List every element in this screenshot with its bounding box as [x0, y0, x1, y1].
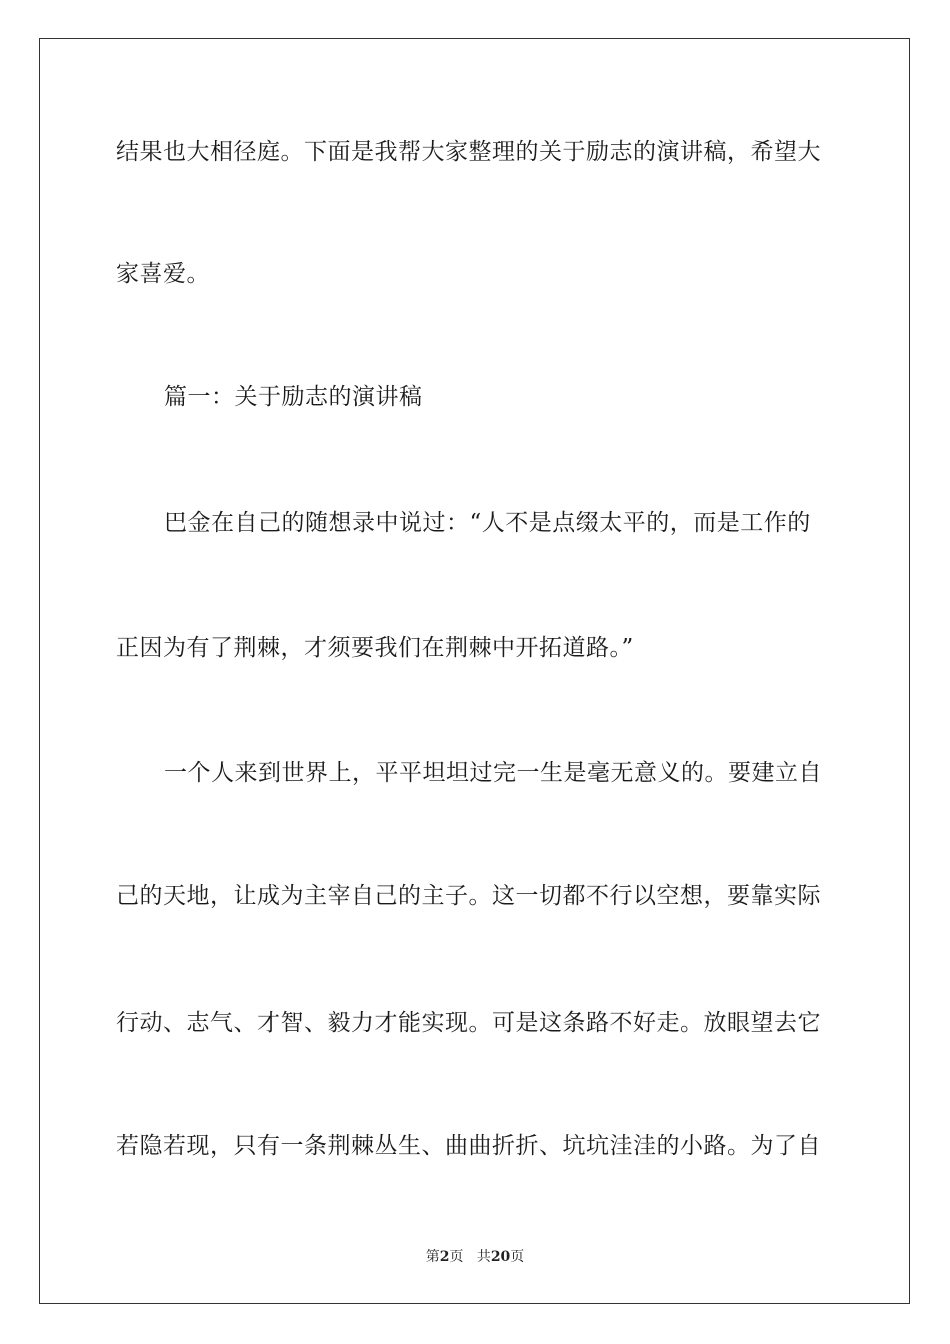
total-prefix: 共	[476, 1249, 491, 1265]
body-line-8: 行动、志气、才智、毅力才能实现。可是这条路不好走。放眼望去它	[116, 1010, 821, 1036]
body-line-5: 正因为有了荆棘，才须要我们在荆棘中开拓道路。”	[116, 635, 634, 661]
total-pages: 20	[490, 1249, 511, 1265]
page-suffix: 页	[449, 1249, 464, 1265]
page-prefix: 第	[425, 1249, 440, 1265]
body-line-1: 结果也大相径庭。下面是我帮大家整理的关于励志的演讲稿，希望大	[116, 139, 821, 165]
page-border	[39, 38, 910, 1304]
body-line-4: 巴金在自己的随想录中说过：“人不是点缀太平的，而是工作的	[164, 510, 811, 536]
body-line-9: 若隐若现，只有一条荆棘丛生、曲曲折折、坑坑洼洼的小路。为了自	[116, 1133, 821, 1159]
body-line-7: 己的天地，让成为主宰自己的主子。这一切都不行以空想，要靠实际	[116, 883, 821, 909]
section-heading: 篇一：关于励志的演讲稿	[164, 384, 423, 410]
body-line-2: 家喜爱。	[116, 261, 210, 287]
body-line-6: 一个人来到世界上，平平坦坦过完一生是毫无意义的。要建立自	[164, 760, 822, 786]
total-suffix: 页	[510, 1249, 525, 1265]
page-footer	[0, 1248, 950, 1266]
page-number: 2	[439, 1249, 450, 1265]
